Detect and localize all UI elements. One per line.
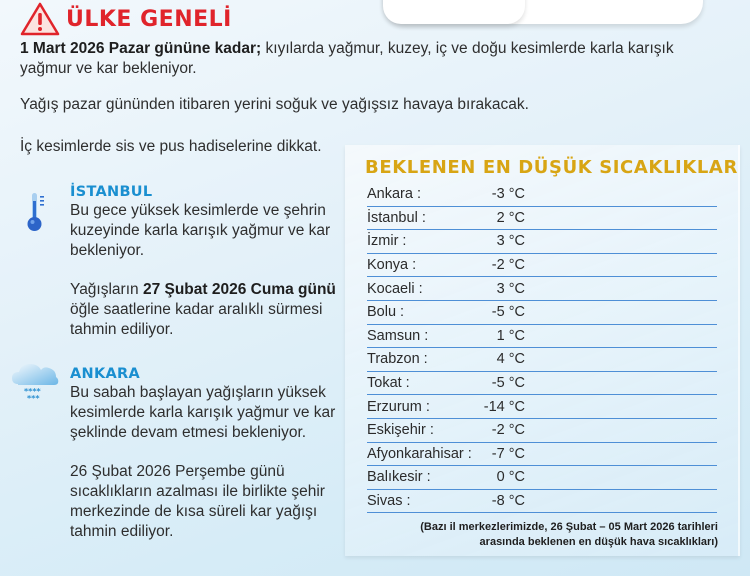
table-row	[367, 372, 717, 396]
header	[20, 2, 232, 36]
snow-cloud-icon	[10, 358, 62, 404]
city-text: Bu gece yüksek kesimlerde ve şehrin kuzeyinde karla karışık yağmur ve kar bekleniyor.	[70, 202, 331, 259]
intro-bold: 1 Mart 2026 Pazar gününe kadar;	[20, 40, 262, 57]
temp-value: -5 °C	[491, 375, 525, 392]
text-span: Yağışların	[70, 281, 143, 298]
temp-value: -8 °C	[491, 493, 525, 510]
table-row	[367, 301, 717, 325]
city-label: İstanbul :	[367, 209, 426, 226]
city-section-ankara	[70, 366, 340, 542]
city-label: Sivas :	[367, 493, 411, 510]
page-title: ÜLKE GENELİ	[66, 6, 232, 32]
city-label: İzmir :	[367, 233, 407, 250]
table-row	[367, 230, 717, 254]
warning-triangle-icon	[20, 2, 60, 36]
decorative-cloud-shape	[383, 0, 525, 24]
footnote-line: (Bazı il merkezlerimizde, 26 Şubat – 05 Mart 2026 tarihleri	[420, 521, 718, 533]
city-label: Balıkesir :	[367, 469, 431, 486]
temp-value: -2 °C	[491, 422, 525, 439]
city-label: Eskişehir :	[367, 422, 434, 439]
intro-paragraph	[20, 39, 680, 79]
city-label: Erzurum :	[367, 398, 430, 415]
temp-value: 1 °C	[496, 327, 525, 344]
table-row	[367, 490, 717, 514]
temp-value: -3 °C	[491, 186, 525, 203]
temp-value: -2 °C	[491, 257, 525, 274]
temp-value: 4 °C	[496, 351, 525, 368]
table-row	[367, 207, 717, 231]
text-span: öğle saatlerine kadar aralıklı sürmesi tahmin ediliyor.	[70, 301, 323, 338]
temp-value: -14 °C	[483, 398, 525, 415]
table-row	[367, 419, 717, 443]
city-text	[70, 280, 340, 340]
city-section-istanbul	[70, 184, 340, 340]
temp-value: 0 °C	[496, 469, 525, 486]
svg-text:***: ***	[27, 394, 40, 403]
temp-value: -7 °C	[491, 445, 525, 462]
thermometer-icon	[24, 191, 48, 233]
intro-text: kıyılarda yağmur, kuzey, iç ve doğu kesimlerde karla karışık yağmur ve kar bekleniyor.	[20, 40, 674, 77]
city-label: Samsun :	[367, 327, 429, 344]
city-name: ANKARA	[70, 366, 141, 382]
temp-value: -5 °C	[491, 304, 525, 321]
text-bold: 27 Şubat 2026 Cuma günü	[142, 281, 336, 298]
table-row	[367, 443, 717, 467]
panel-title: BEKLENEN EN DÜŞÜK SICAKLIKLAR	[365, 157, 738, 178]
city-label: Trabzon :	[367, 351, 428, 368]
table-row	[367, 466, 717, 490]
city-name: İSTANBUL	[70, 184, 153, 200]
temp-value: 3 °C	[496, 280, 525, 297]
city-text: Bu sabah başlayan yağışların yüksek kesimlerde karla karışık yağmur ve kar şeklinde devam etmesi bekleniyor.	[70, 384, 336, 441]
city-label: Afyonkarahisar :	[367, 445, 472, 462]
city-text: 26 Şubat 2026 Perşembe günü sıcaklıkların azalması ile birlikte şehir merkezinde de kısa süreli kar yağışı tahmin ediliyor.	[70, 463, 325, 540]
table-row	[367, 348, 717, 372]
paragraph-dry-weather: Yağış pazar gününden itibaren yerini soğuk ve yağışsız havaya bırakacak.	[20, 96, 529, 113]
table-row	[367, 254, 717, 278]
city-label: Tokat :	[367, 375, 410, 392]
table-row	[367, 395, 717, 419]
city-label: Kocaeli :	[367, 280, 423, 297]
temperature-list	[367, 183, 717, 513]
city-label: Ankara :	[367, 186, 421, 203]
footnote-line: arasında beklenen en düşük hava sıcaklıkları)	[479, 536, 718, 548]
footnote	[420, 520, 718, 550]
paragraph-fog-warning: İç kesimlerde sis ve pus hadiselerine dikkat.	[20, 138, 322, 155]
svg-text:****: ****	[24, 387, 41, 396]
city-label: Konya :	[367, 257, 417, 274]
city-label: Bolu :	[367, 304, 405, 321]
min-temperatures-panel	[345, 145, 740, 556]
table-row	[367, 183, 717, 207]
table-row	[367, 325, 717, 349]
table-row	[367, 277, 717, 301]
temp-value: 2 °C	[496, 209, 525, 226]
temp-value: 3 °C	[496, 233, 525, 250]
